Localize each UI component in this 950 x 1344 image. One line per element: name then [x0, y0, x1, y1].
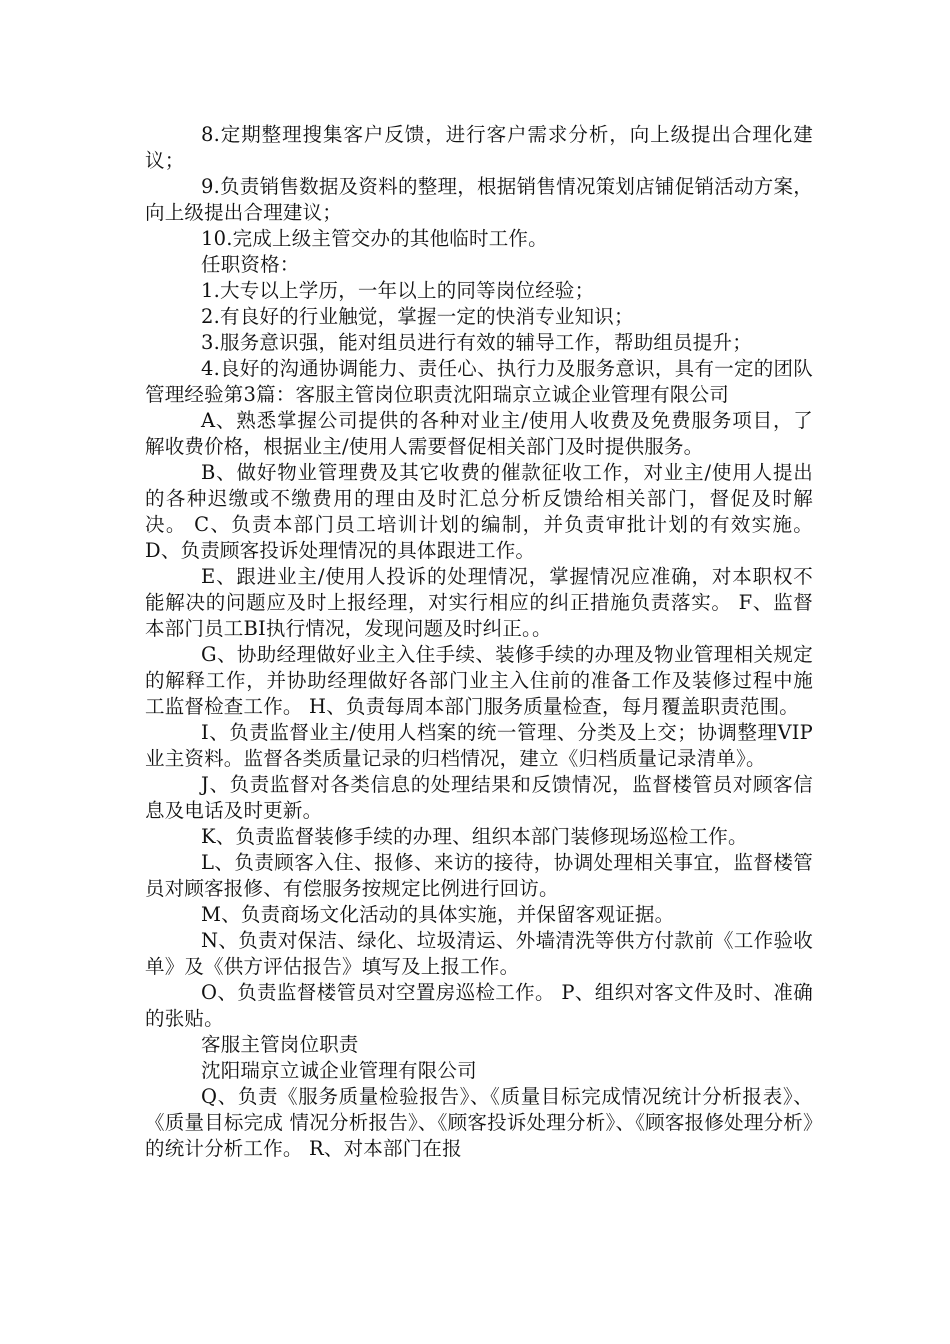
qualification-item-2: 2.有良好的行业触觉，掌握一定的快消专业知识； [201, 305, 634, 328]
duty-item-g-h: G、协助经理做好业主入住手续、装修手续的办理及物业管理相关规定的解释工作，并协助经理做好各部门业主入住前的准备工作及装修过程中施工监督检查工作。 H、负责每周本部门服务质量检查，每月覆盖职责范围。 [145, 643, 813, 718]
duty-item-n: N、负责对保洁、绿化、垃圾清运、外墙清洗等供方付款前《工作验收单》及《供方评估报告》填写及上报工作。 [145, 929, 813, 978]
paragraph-item-8: 8.定期整理搜集客户反馈，进行客户需求分析，向上级提出合理化建议； [145, 123, 813, 172]
qualification-item-4: 4.良好的沟通协调能力、责任心、执行力及服务意识，具有一定的团队管理经验第3篇：客服主管岗位职责沈阳瑞京立诚企业管理有限公司 [145, 357, 813, 406]
paragraph-item-9: 9.负责销售数据及资料的整理，根据销售情况策划店铺促销活动方案，向上级提出合理建议； [145, 175, 813, 224]
duty-item-e-f: E、跟进业主/使用人投诉的处理情况，掌握情况应准确，对本职权不能解决的问题应及时上报经理，对实行相应的纠正措施负责落实。 F、监督本部门员工BI执行情况，发现问题及时纠正。。 [145, 565, 813, 640]
duty-item-b-c-d: B、做好物业管理费及其它收费的催款征收工作，对业主/使用人提出的各种迟缴或不缴费用的理由及时汇总分析反馈给相关部门，督促及时解决。 C、负责本部门员工培训计划的编制，并负责审批计划的有效实施。 D、负责顾客投诉处理情况的具体跟进工作。 [145, 461, 813, 562]
duty-item-q-r: Q、负责《服务质量检验报告》、《质量目标完成情况统计分析报表》、《质量目标完成 情况分析报告》、《顾客投诉处理分析》、《顾客报修处理分析》的统计分析工作。 R、对本部门在报 [145, 1085, 813, 1160]
section-heading-qualifications: 任职资格： [201, 253, 300, 276]
qualification-item-3: 3.服务意识强，能对组员进行有效的辅导工作，帮助组员提升； [201, 331, 752, 354]
duty-item-a: A、熟悉掌握公司提供的各种对业主/使用人收费及免费服务项目，了解收费价格，根据业主/使用人需要督促相关部门及时提供服务。 [145, 409, 813, 458]
duty-item-o-p: O、负责监督楼管员对空置房巡检工作。 P、组织对客文件及时、准确的张贴。 [145, 981, 813, 1030]
section-title-job-duties: 客服主管岗位职责 [201, 1033, 359, 1056]
duty-item-l: L、负责顾客入住、报修、来访的接待，协调处理相关事宜，监督楼管员对顾客报修、有偿服务按规定比例进行回访。 [145, 851, 813, 900]
duty-item-i: I、负责监督业主/使用人档案的统一管理、分类及上交；协调整理VIP业主资料。监督各类质量记录的归档情况，建立《归档质量记录清单》。 [145, 721, 813, 770]
duty-item-j: J、负责监督对各类信息的处理结果和反馈情况，监督楼管员对顾客信息及电话及时更新。 [145, 773, 813, 822]
document-body [145, 122, 813, 1162]
qualification-item-1: 1.大专以上学历，一年以上的同等岗位经验； [201, 279, 595, 302]
company-name: 沈阳瑞京立诚企业管理有限公司 [201, 1059, 477, 1082]
duty-item-k: K、负责监督装修手续的办理、组织本部门装修现场巡检工作。 [201, 825, 748, 848]
paragraph-item-10: 10.完成上级主管交办的其他临时工作。 [201, 227, 548, 250]
duty-item-m: M、负责商场文化活动的具体实施，并保留客观证据。 [201, 903, 675, 926]
